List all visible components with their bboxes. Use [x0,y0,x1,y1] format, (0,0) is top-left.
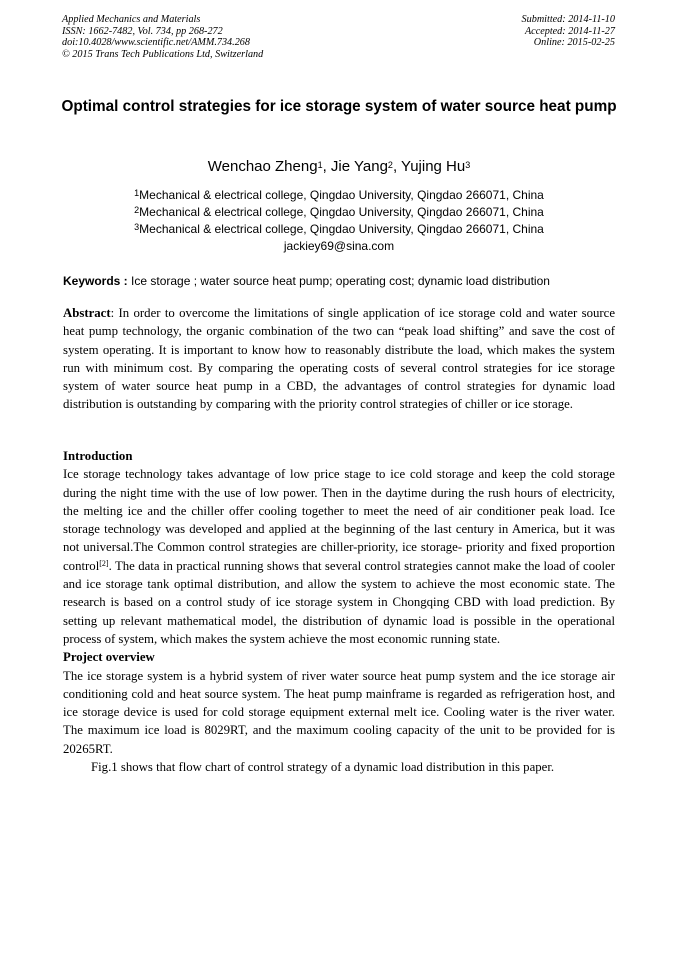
introduction-text-continued: . The data in practical running shows that several control strategies cannot make the load of cooler and ice storage tank optimal distribution, and allow the system to achieve the most economic state. The research is based on a control study of ice storage system in Chongqing CBD with load prediction. By setting up relevant mathematical model, the distribution of dynamic load is possible in the operational process of system, which makes the system achieve the most economic running state. [63,558,615,646]
project-overview-paragraph: The ice storage system is a hybrid system of river water source heat pump system and the ice storage air conditioning cold and heat source system. The heat pump mainframe is regarded as refrigeration host, and ice storage device is used for cold storage equipment external melt ice. Cooling water is the river water. The maximum ice load is 8029RT, and the maximum cooling capacity of the unit to be provided for is 20265RT. [63,668,615,756]
introduction-text: Ice storage technology takes advantage of low price stage to ice cold storage and keep the cold storage during the night time with the use of low power. Then in the daytime during the rush hours of electricity, the melting ice and the chiller offer cooling together to meet the need of air conditioner peak load. Ice storage technology was developed and applied at the beginning of the last century in America, but it was not universal.The Common control strategies are chiller-priority, ice storage- priority and fixed proportion control [63,467,615,573]
figure-reference-sentence: Fig.1 shows that flow chart of control strategy of a dynamic load distribution in this paper. [91,760,555,775]
author-name: Wenchao Zheng [207,158,318,175]
author-affiliation-mark: 2 [387,160,393,170]
accepted-date: Accepted: 2014-11-27 [524,25,615,37]
abstract-text: : In order to overcome the limitations of single application of ice storage cold and water source heat pump technology, the organic combination of the two can “peak load shifting” and save the cost of system operating. It is important to know how to reasonably distribute the load, which makes the system run with minimum cost. By comparing the operating costs of several control strategies for ice storage system of water source heat pump in a CBD, the advantages of control strategies for dynamic load distribution is outstanding by comparing with the priority control strategies of chiller or ice storage. [63,306,615,412]
journal-name: Applied Mechanics and Materials [62,14,201,25]
author-affiliation-mark: 3 [465,160,471,170]
copyright-line: © 2015 Trans Tech Publications Ltd, Switzerland [62,48,264,60]
keywords [63,273,615,290]
issn-line: ISSN: 1662-7482, Vol. 734, pp 268-272 [62,25,223,37]
affiliation-mark: 2 [134,205,140,215]
author-affiliation-mark: 1 [317,160,323,170]
citation-ref[interactable]: [2] [99,558,109,568]
submitted-date: Submitted: 2014-11-10 [521,14,615,25]
contact-email[interactable]: jackiey69@sina.com [283,239,395,253]
paper-title: Optimal control strategies for ice storage system of water source heat pump [61,98,617,115]
affiliation [0,221,678,238]
introduction-paragraph [63,465,615,648]
keywords-label: Keywords : [63,274,128,288]
author-separator: , [392,158,402,175]
submission-dates [522,14,615,49]
section-heading-introduction: Introduction [63,449,133,463]
affiliation [0,204,678,221]
abstract [63,304,615,414]
affiliation-text: Mechanical & electrical college, Qingdao University, Qingdao 266071, China [139,188,544,202]
abstract-label: Abstract [63,306,111,320]
keywords-text: Ice storage ; water source heat pump; operating cost; dynamic load distribution [127,274,550,288]
affiliation-list [0,187,678,255]
affiliation-text: Mechanical & electrical college, Qingdao University, Qingdao 266071, China [139,205,544,219]
author-name: Jie Yang [330,158,388,175]
affiliation [0,187,678,204]
affiliation-text: Mechanical & electrical college, Qingdao University, Qingdao 266071, China [139,222,544,236]
doi-line: doi:10.4028/www.scientific.net/AMM.734.268 [62,37,250,49]
main-body [63,447,615,776]
affiliation-mark: 1 [134,188,140,198]
section-heading-project-overview: Project overview [63,650,155,665]
author-list [0,157,678,177]
affiliation-mark: 3 [134,222,140,232]
author-separator: , [322,158,331,175]
author-name: Yujing Hu [401,158,466,175]
online-date: Online: 2015-02-25 [533,37,615,49]
journal-info [62,14,263,60]
